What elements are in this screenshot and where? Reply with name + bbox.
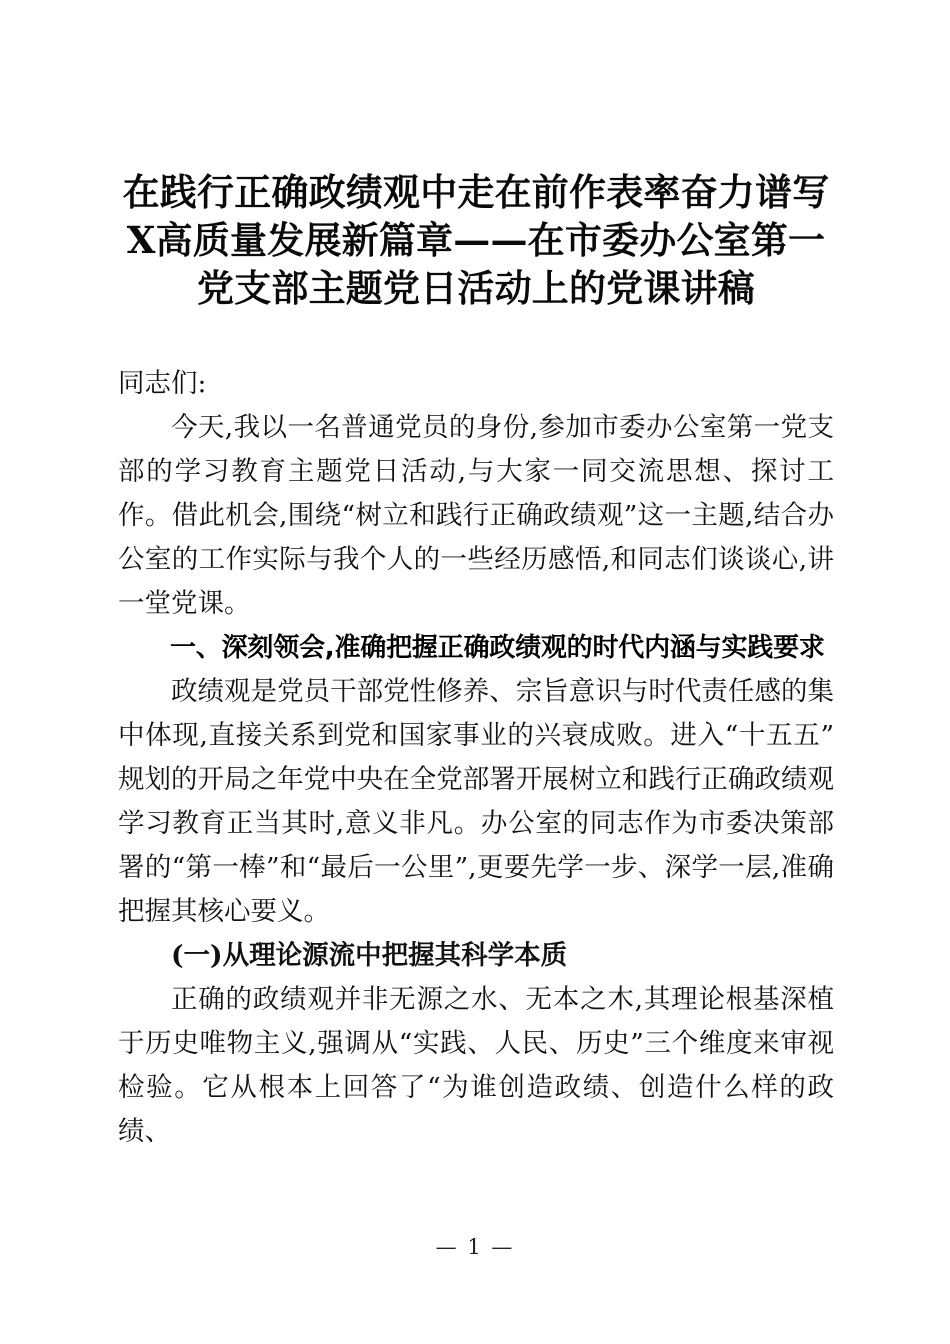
page-number-footer: — 1 — <box>435 1235 515 1259</box>
document-content <box>118 0 834 1154</box>
body-paragraph: 正确的政绩观并非无源之水、无本之木,其理论根基深植于历史唯物主义,强调从“实践、人民、历史”三个维度来审视检验。它从根本上回答了“为谁创造政绩、创造什么样的政绩、 <box>118 984 834 1147</box>
salutation: 同志们: <box>118 368 207 399</box>
section-heading-2: (一)从理论源流中把握其科学本质 <box>171 940 568 971</box>
body-paragraph: 政绩观是党员干部党性修养、宗旨意识与时代责任感的集中体现,直接关系到党和国家事业的兴衰成败。进入“十五五”规划的开局之年党中央在全党部署开展树立和践行正确政绩观学习教育正当其时,意义非凡。办公室的同志作为市委决策部署的“第一棒”和“最后一公里”,更要先学一步、深学一层,准确把握其核心要义。 <box>118 676 834 927</box>
section-heading-1: 一、深刻领会,准确把握正确政绩观的时代内涵与实践要求 <box>170 633 825 663</box>
body-paragraph: 今天,我以一名普通党员的身份,参加市委办公室第一党支部的学习教育主题党日活动,与大家一同交流思想、探讨工作。借此机会,围绕“树立和践行正确政绩观”这一主题,结合办公室的工作实际与我个人的一些经历感悟,和同志们谈谈心,讲一堂党课。 <box>118 412 834 619</box>
document-title: 在践行正确政绩观中走在前作表率奋力谱写X高质量发展新篇章——在市委办公室第一党支部主题党日活动上的党课讲稿 <box>122 170 830 310</box>
